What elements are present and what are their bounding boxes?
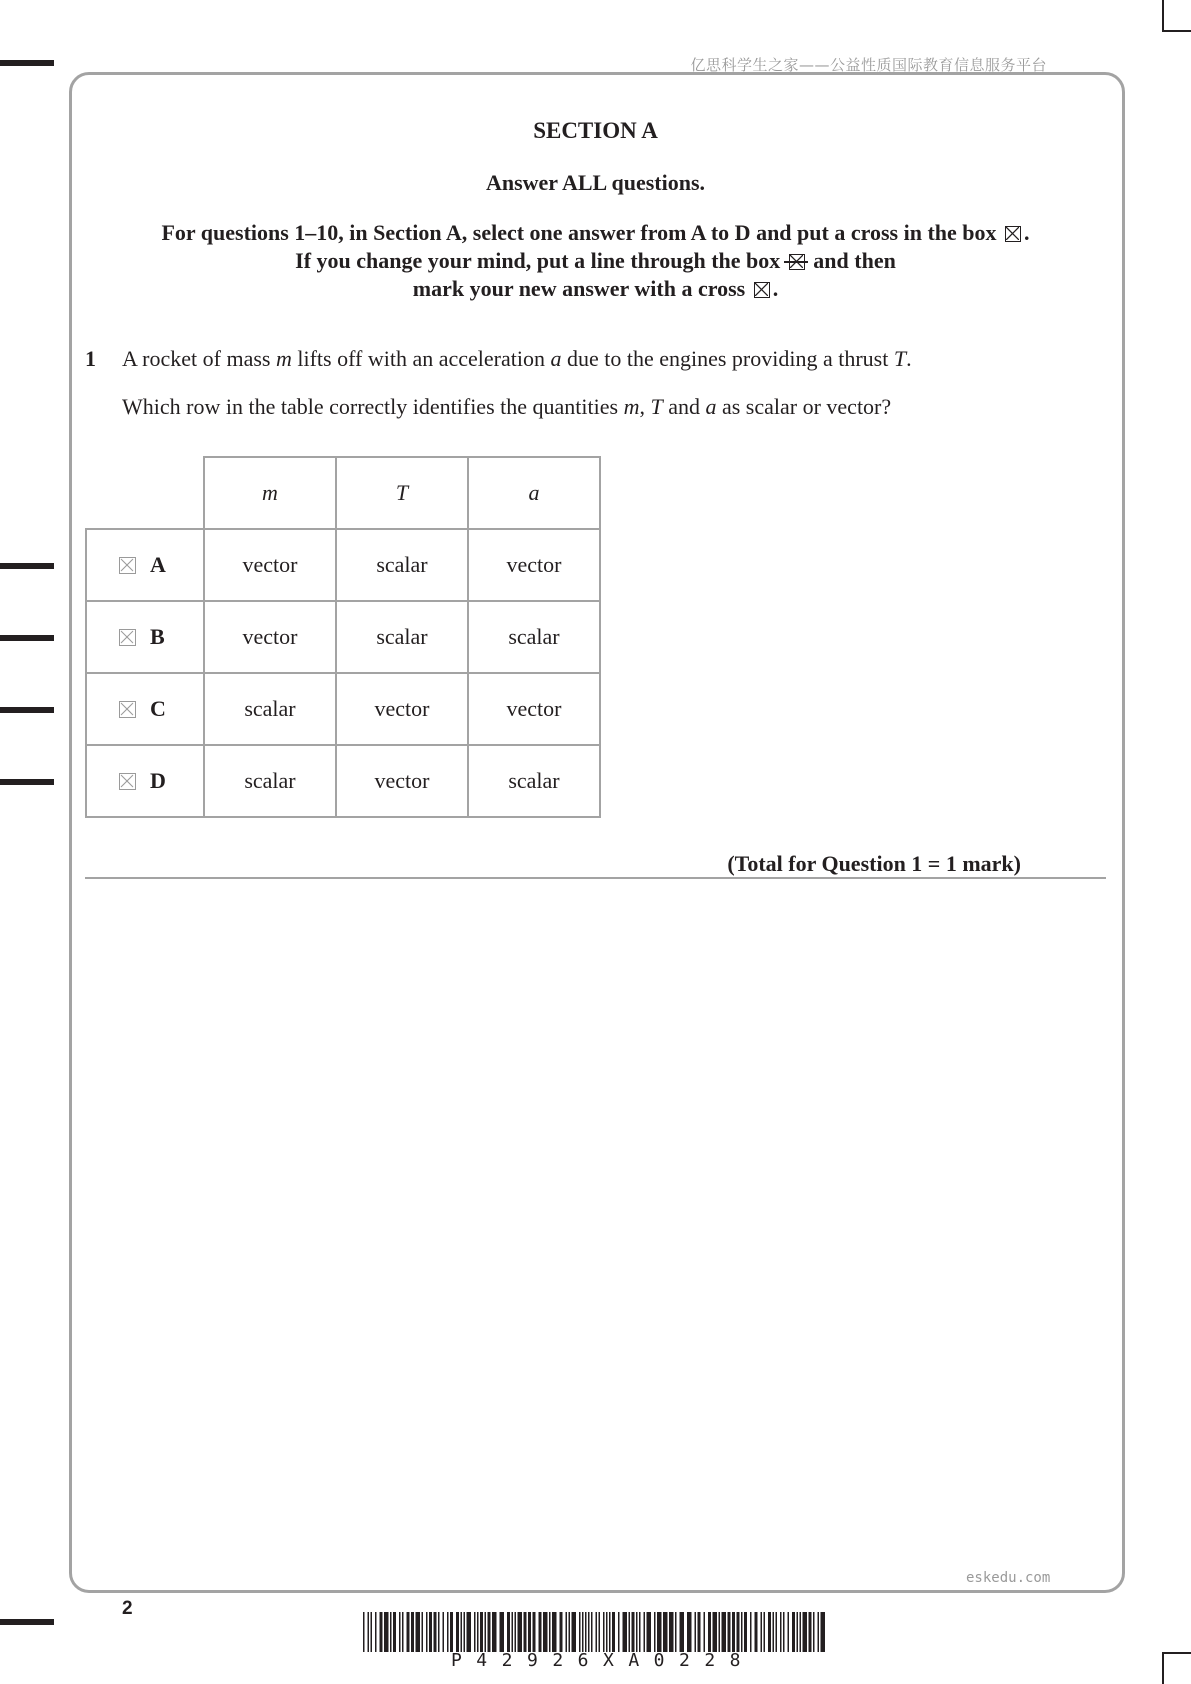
table-cell: vector [468, 529, 600, 601]
instructions [0, 219, 1191, 303]
crossed-box-icon [754, 282, 770, 298]
edge-mark [0, 1619, 54, 1625]
watermark-top: 亿思科学生之家——公益性质国际教育信息服务平台 [690, 56, 1047, 74]
option-row-a [86, 529, 600, 601]
option-d-selector[interactable]: D [86, 745, 204, 817]
answer-checkbox-d[interactable] [119, 773, 136, 790]
option-b-selector[interactable]: B [86, 601, 204, 673]
table-cell: vector [204, 601, 336, 673]
question-prompt: Which row in the table correctly identifies the quantities m, T and a as scalar or vector? [122, 394, 892, 419]
table-cell: scalar [204, 745, 336, 817]
table-cell: scalar [468, 601, 600, 673]
table-cell: scalar [336, 529, 468, 601]
option-row-b [86, 601, 600, 673]
crop-mark-bottom-right-h [1162, 1652, 1191, 1654]
crop-mark-top-right-h [1162, 30, 1191, 32]
table-cell: scalar [468, 745, 600, 817]
instruction-line-2: If you change your mind, put a line through the box and then [295, 248, 896, 273]
header-cell-a: a [468, 457, 600, 529]
option-a-selector[interactable]: A [86, 529, 204, 601]
barcode [363, 1612, 827, 1652]
page-number: 2 [122, 1598, 133, 1619]
struck-box-icon [789, 254, 805, 270]
instruction-line-3: mark your new answer with a cross . [412, 276, 779, 301]
divider [85, 877, 1106, 879]
instruction-line-1: For questions 1–10, in Section A, select one answer from A to D and put a cross in the box . [161, 220, 1030, 245]
crossed-box-icon [1005, 226, 1021, 242]
crop-mark-top-right [1162, 0, 1164, 32]
answer-all-heading: Answer ALL questions. [485, 170, 706, 195]
section-title: SECTION A [533, 118, 658, 143]
crop-mark-bottom-right [1162, 1652, 1164, 1684]
table-header-row [86, 457, 600, 529]
edge-mark [0, 779, 54, 785]
edge-mark [0, 707, 54, 713]
table-cell: vector [204, 529, 336, 601]
edge-mark [0, 563, 54, 569]
empty-corner-cell [86, 457, 204, 529]
options-table [85, 456, 601, 818]
table-cell: scalar [204, 673, 336, 745]
question-total: (Total for Question 1 = 1 mark) [727, 851, 1021, 876]
table-cell: vector [336, 745, 468, 817]
answer-checkbox-b[interactable] [119, 629, 136, 646]
edge-mark [0, 60, 54, 66]
table-cell: vector [468, 673, 600, 745]
header-cell-m: m [204, 457, 336, 529]
table-cell: scalar [336, 601, 468, 673]
header-cell-T: T [336, 457, 468, 529]
option-row-c [86, 673, 600, 745]
answer-checkbox-c[interactable] [119, 701, 136, 718]
table-cell: vector [336, 673, 468, 745]
watermark-bottom: eskedu.com [966, 1570, 1051, 1586]
option-c-selector[interactable]: C [86, 673, 204, 745]
question-number: 1 [85, 346, 96, 371]
answer-checkbox-a[interactable] [119, 557, 136, 574]
question-stem: A rocket of mass m lifts off with an acceleration a due to the engines providing a thrust T. [122, 346, 912, 371]
barcode-text: P42926XA0228 [450, 1650, 756, 1671]
option-row-d [86, 745, 600, 817]
edge-mark [0, 635, 54, 641]
